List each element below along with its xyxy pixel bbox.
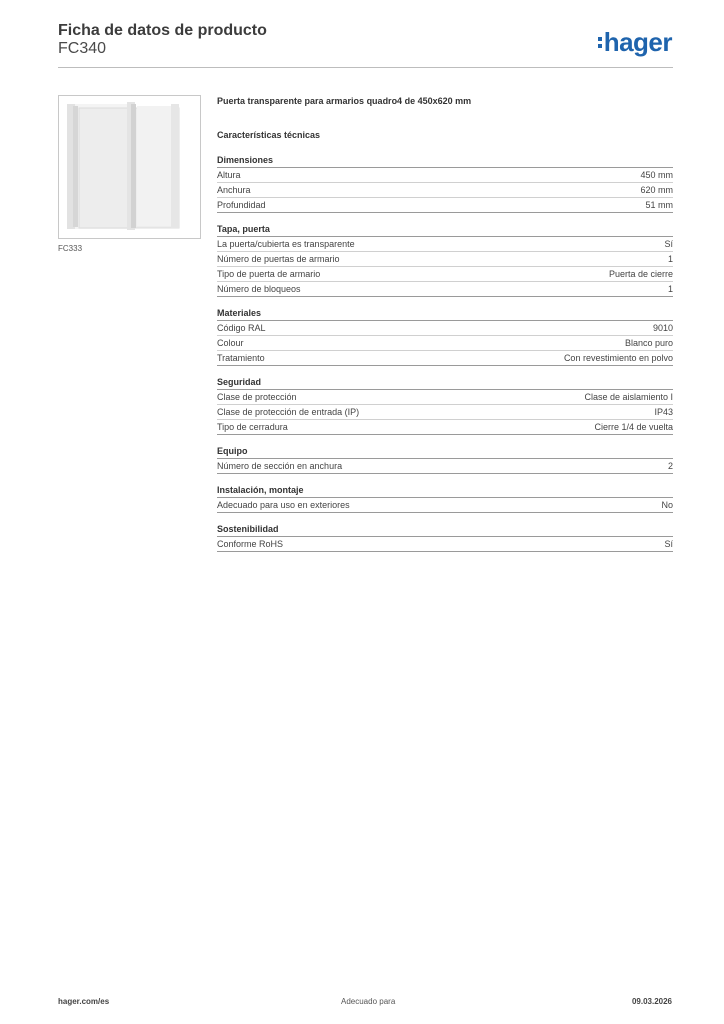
spec-row [217,351,673,366]
spec-sheet [217,96,673,552]
section-title: Tapa, puerta [217,213,673,237]
spec-label: Clase de protección [217,392,297,402]
spec-label: Número de bloqueos [217,284,301,294]
spec-section-seguridad [217,366,673,435]
spec-row [217,267,673,282]
spec-row [217,183,673,198]
spec-value: 1 [667,284,673,294]
section-title: Sostenibilidad [217,513,673,537]
spec-label: Tipo de cerradura [217,422,288,432]
spec-heading: Características técnicas [217,130,321,140]
spec-value: Blanco puro [624,338,673,348]
spec-label: Código RAL [217,323,266,333]
spec-row [217,405,673,420]
spec-label: Número de sección en anchura [217,461,343,471]
footer-center-text: Adecuado para [341,997,396,1006]
spec-row [217,537,673,552]
spec-value: Sí [664,539,673,549]
spec-section-sostenibilidad [217,513,673,552]
product-image [58,95,201,239]
spec-label: Número de puertas de armario [217,254,340,264]
spec-section-dimensiones [217,144,673,213]
product-code: FC340 [58,40,107,57]
section-title: Materiales [217,297,673,321]
spec-row [217,252,673,267]
spec-label: Profundidad [217,200,266,210]
logo-text: hager [603,27,672,57]
spec-value: Sí [664,239,673,249]
footer-date: 09.03.2026 [631,997,672,1006]
image-reference: FC333 [58,244,83,253]
footer-url[interactable]: hager.com/es [58,997,110,1006]
spec-row [217,420,673,435]
section-title: Equipo [217,435,673,459]
door-panel-illustration [59,96,200,238]
spec-label: La puerta/cubierta es transparente [217,239,355,249]
spec-row [217,282,673,297]
spec-section-instalacion [217,474,673,513]
spec-label: Clase de protección de entrada (IP) [217,407,360,417]
spec-row [217,336,673,351]
spec-value: Puerta de cierre [608,269,673,279]
spec-label: Tratamiento [217,353,265,363]
spec-row [217,390,673,405]
spec-row [217,498,673,513]
section-title: Dimensiones [217,144,673,168]
spec-value: Con revestimiento en polvo [563,353,673,363]
spec-value: Cierre 1/4 de vuelta [594,422,673,432]
spec-value: 2 [667,461,673,471]
header-divider [58,67,673,68]
spec-value: IP43 [654,407,673,417]
spec-value: No [661,500,673,510]
spec-label: Conforme RoHS [217,539,284,549]
spec-section-tapa-puerta [217,213,673,297]
spec-label: Tipo de puerta de armario [217,269,321,279]
spec-row [217,459,673,474]
spec-value: 51 mm [645,200,673,210]
product-description: Puerta transparente para armarios quadro4 de 450x620 mm [217,96,472,106]
document-title: Ficha de datos de producto [58,22,267,39]
spec-value: 620 mm [640,185,673,195]
section-title: Seguridad [217,366,673,390]
spec-section-equipo [217,435,673,474]
logo-dots-icon [598,37,602,48]
section-title: Instalación, montaje [217,474,673,498]
spec-section-materiales [217,297,673,366]
spec-label: Adecuado para uso en exteriores [217,500,350,510]
spec-value: 450 mm [640,170,673,180]
hager-logo[interactable] [598,27,672,58]
spec-row [217,168,673,183]
spec-row [217,321,673,336]
spec-label: Altura [217,170,241,180]
spec-value: Clase de aislamiento I [584,392,673,402]
spec-label: Anchura [217,185,251,195]
spec-value: 1 [667,254,673,264]
spec-value: 9010 [652,323,673,333]
spec-row [217,198,673,213]
spec-label: Colour [217,338,244,348]
spec-row [217,237,673,252]
